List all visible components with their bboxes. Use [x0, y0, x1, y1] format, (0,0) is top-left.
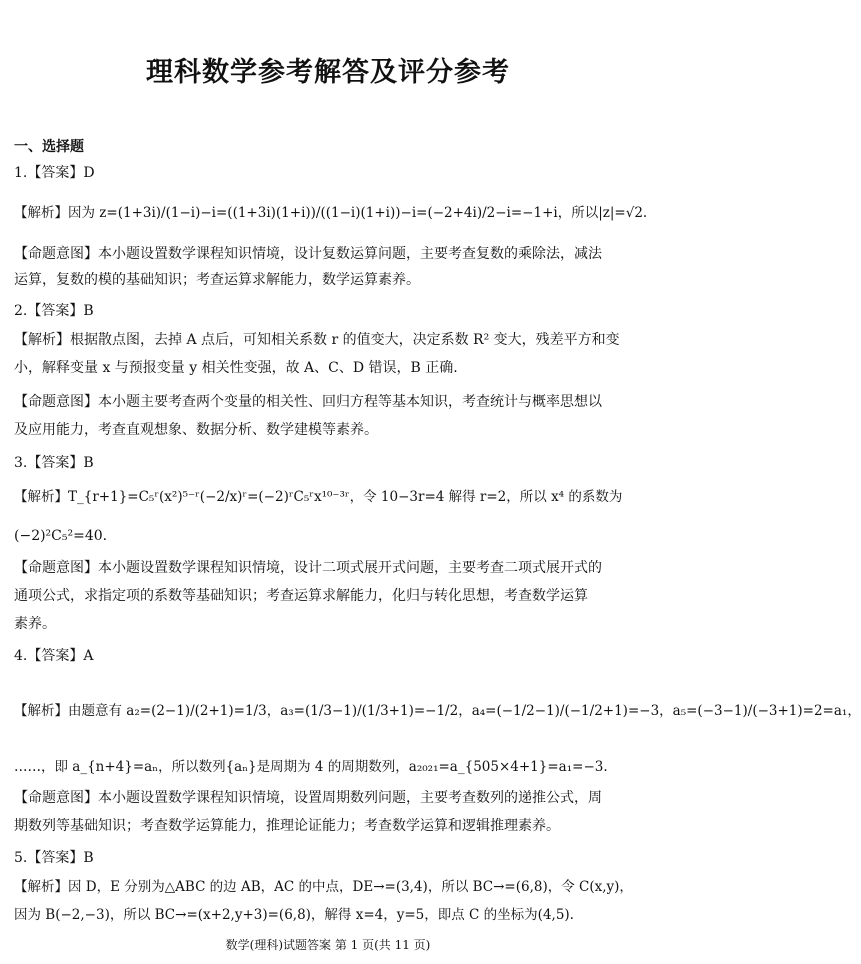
q5-analysis-line1: 【解析】因 D，E 分别为△ABC 的边 AB，AC 的中点，DE→=(3,4)，所以 BC→=(6,8)，令 C(x,y)，	[14, 879, 633, 895]
q1-intent-line2: 运算，复数的模的基础知识；考查运算求解能力，数学运算素养。	[14, 272, 420, 288]
q2-intent-line2: 及应用能力，考查直观想象、数据分析、数学建模等素养。	[14, 422, 378, 438]
q3-intent-line3: 素养。	[14, 616, 56, 632]
q4-analysis-line1: 【解析】由题意有 a₂=(2−1)/(2+1)=1/3，a₃=(1/3−1)/(1/3+1)=−1/2，a₄=(−1/2−1)/(−1/2+1)=−3，a₅=(−3−1)/(−3+1)=2=a₁，	[14, 703, 861, 719]
q2-intent-line1: 【命题意图】本小题主要考查两个变量的相关性、回归方程等基本知识，考查统计与概率思想以	[14, 394, 602, 410]
q5-analysis-line2: 因为 B(−2,−3)，所以 BC→=(x+2,y+3)=(6,8)，解得 x=4，y=5，即点 C 的坐标为(4,5).	[14, 907, 574, 923]
q3-answer: 3.【答案】B	[14, 455, 94, 471]
q4-intent-line2: 期数列等基础知识；考查数学运算能力，推理论证能力；考查数学运算和逻辑推理素养。	[14, 818, 560, 834]
q2-analysis-line2: 小，解释变量 x 与预报变量 y 相关性变强，故 A、C、D 错误，B 正确.	[14, 360, 458, 376]
q4-intent-line1: 【命题意图】本小题设置数学课程知识情境，设置周期数列问题，主要考查数列的递推公式，周	[14, 790, 602, 806]
q4-answer: 4.【答案】A	[14, 648, 94, 664]
q1-answer: 1.【答案】D	[14, 165, 95, 181]
q3-analysis-line1: 【解析】T_{r+1}=C₅ʳ(x²)⁵⁻ʳ(−2/x)ʳ=(−2)ʳC₅ʳx¹⁰⁻³ʳ，令 10−3r=4 解得 r=2，所以 x⁴ 的系数为	[14, 489, 623, 505]
page-title: 理科数学参考解答及评分参考	[146, 57, 510, 88]
page-footer: 数学(理科)试题答案 第 1 页(共 11 页)	[225, 938, 431, 952]
q2-analysis-line1: 【解析】根据散点图，去掉 A 点后，可知相关系数 r 的值变大，决定系数 R² 变大，残差平方和变	[14, 332, 620, 348]
q3-intent-line1: 【命题意图】本小题设置数学课程知识情境，设计二项式展开式问题，主要考查二项式展开式的	[14, 560, 602, 576]
q1-intent-line1: 【命题意图】本小题设置数学课程知识情境，设计复数运算问题，主要考查复数的乘除法，减法	[14, 246, 602, 262]
q3-intent-line2: 通项公式，求指定项的系数等基础知识；考查运算求解能力，化归与转化思想，考查数学运算	[14, 588, 588, 604]
q2-answer: 2.【答案】B	[14, 303, 94, 319]
q4-analysis-line2: ……，即 a_{n+4}=aₙ，所以数列{aₙ}是周期为 4 的周期数列，a₂₀₂₁=a_{505×4+1}=a₁=−3.	[14, 759, 608, 775]
q5-answer: 5.【答案】B	[14, 850, 94, 866]
q3-analysis-line2: (−2)²C₅²=40.	[14, 528, 108, 544]
q1-analysis: 【解析】因为 z=(1+3i)/(1−i)−i=((1+3i)(1+i))/((1−i)(1+i))−i=(−2+4i)/2−i=−1+i，所以|z|=√2.	[14, 205, 648, 221]
section-heading: 一、选择题	[14, 139, 84, 155]
